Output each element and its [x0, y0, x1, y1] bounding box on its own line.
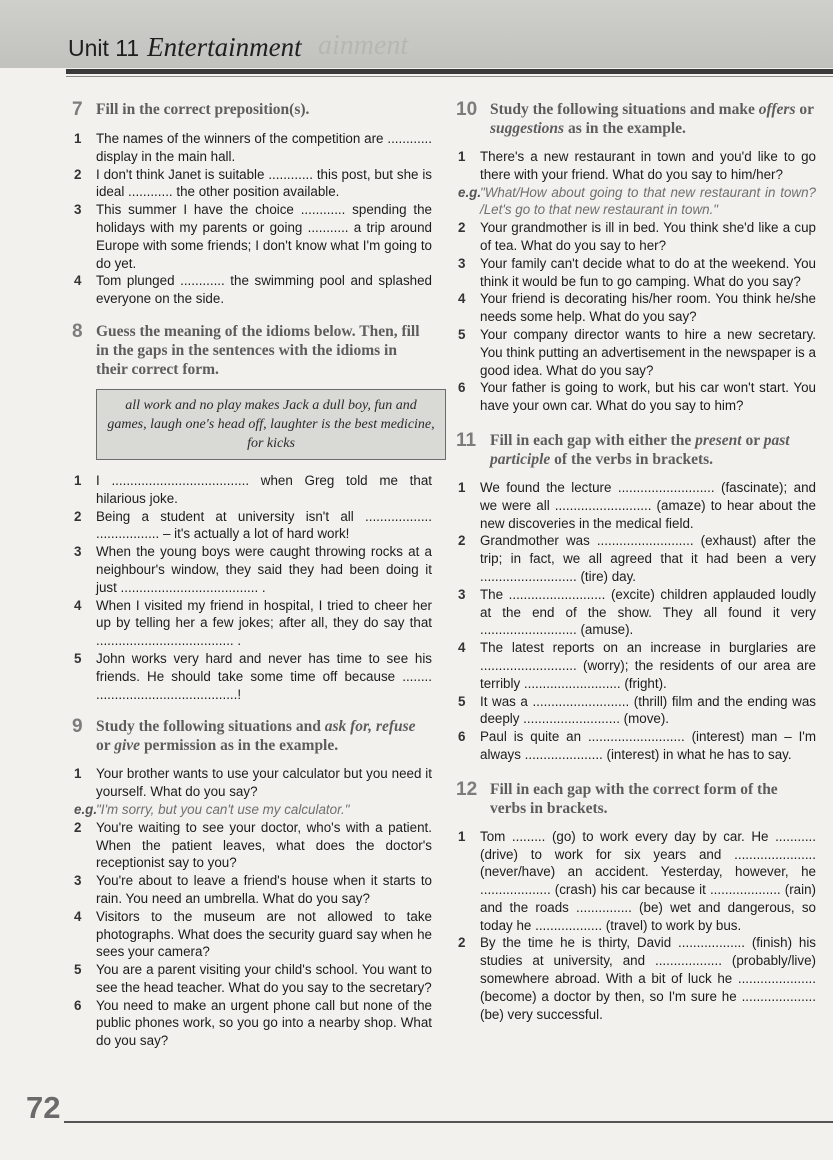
item-number: 1 [458, 828, 466, 844]
exercise-item [458, 728, 816, 764]
item-text: I ..................................... when Greg told me that hilarious joke. [96, 472, 432, 506]
exercise-9 [74, 717, 432, 1050]
right-column [458, 100, 816, 1037]
exercise-12 [458, 780, 816, 1024]
exercise-number: 10 [456, 99, 478, 120]
item-number: 3 [74, 873, 82, 889]
exercise-item [458, 148, 816, 184]
item-number: 1 [74, 766, 82, 782]
item-text: Your brother wants to use your calculator but you need it yourself. What do you say? [96, 766, 432, 800]
item-number: 5 [458, 326, 466, 342]
item-text: We found the lecture .......................... (fascinate); and we were all .......................... (amaze) to hear about the new discoveries in the medical field. [480, 479, 816, 531]
item-text: You need to make an urgent phone call but none of the public phones work, so you go into a nearby shop. What do you say? [96, 997, 432, 1049]
exercise-number: 9 [72, 716, 83, 738]
exercise-item [74, 201, 432, 272]
item-text: Tom plunged ............ the swimming pool and splashed everyone on the side. [96, 273, 432, 307]
item-text: You are a parent visiting your child's school. You want to see the head teacher. What do you say to the secretary? [96, 962, 432, 995]
example-line [74, 801, 432, 819]
exercise-10 [458, 100, 816, 415]
exercise-items [458, 479, 816, 764]
item-text: You're waiting to see your doctor, who's with a patient. When the patient leaves, what does the doctor's receptionist say to you? [96, 819, 432, 871]
title-part: Study the following situations and [96, 718, 325, 736]
exercise-items [458, 148, 816, 184]
item-text: Your father is going to work, but his car won't start. You have your own car. What do you say to him? [480, 380, 816, 414]
item-number: 3 [458, 586, 466, 602]
item-number: 3 [74, 202, 82, 218]
item-number: 1 [74, 472, 82, 488]
item-number: 5 [74, 650, 82, 666]
page-number: 72 [26, 1090, 61, 1125]
exercise-title [96, 717, 432, 755]
exercise-title [490, 100, 816, 138]
exercise-item [458, 586, 816, 639]
exercise-item [458, 693, 816, 729]
item-number: 5 [458, 693, 466, 709]
item-number: 4 [74, 597, 82, 613]
exercise-number: 8 [72, 320, 83, 342]
exercise-item [458, 290, 816, 326]
exercise-item [458, 379, 816, 415]
header-rule-thin [66, 76, 833, 77]
exercise-title: Fill in each gap with the correct form of the verbs in brackets. [490, 780, 778, 817]
item-text: The names of the winners of the competition are ............ display in the main hall. [96, 131, 432, 164]
exercise-title [490, 431, 816, 469]
exercise-heading [456, 100, 816, 138]
item-text: When I visited my friend in hospital, I tried to cheer her up by telling her a few jokes; after all, they do say that ..................................... . [96, 597, 432, 649]
item-number: 2 [74, 508, 82, 524]
title-part: as in the example. [564, 120, 686, 137]
example-marker: e.g. [458, 184, 482, 200]
unit-label: Unit 11 [68, 35, 140, 61]
item-text: The .......................... (excite) children applauded loudly at the end of the show. They all found it very .......................... (amuse). [480, 586, 816, 638]
example-marker: e.g. [74, 801, 98, 817]
exercise-item [74, 961, 432, 997]
exercise-item [74, 543, 432, 596]
exercise-items [74, 765, 432, 801]
item-number: 1 [458, 479, 466, 495]
exercise-items [74, 130, 432, 308]
item-text: This summer I have the choice ............ spending the holidays with my parents or going ........... a trip around Europe with some friends; I don't know what I'm going to do yet. [96, 202, 432, 271]
item-number: 4 [458, 640, 466, 656]
exercise-heading [72, 322, 432, 379]
title-italic: past participle [490, 431, 790, 468]
exercise-number: 7 [72, 99, 83, 120]
title-italic: suggestions [490, 120, 565, 137]
item-text: Your grandmother is ill in bed. You think she'd like a cup of tea. What do you say to her? [480, 220, 816, 253]
item-text: Visitors to the museum are not allowed to take photographs. What does the security guard say when he sees your camera? [96, 908, 432, 960]
title-part: permission as in the example. [140, 737, 339, 755]
exercise-11 [458, 431, 816, 764]
title-part: or [96, 737, 115, 755]
item-text: Paul is quite an .......................... (interest) man – I'm always ..................... (interest) in what he has to say. [480, 729, 816, 762]
header-rule [66, 69, 833, 74]
item-text: By the time he is thirty, David .................. (finish) his studies at university, and .................. (probably/live) somewhere abroad. With a bit of luck he ..................... (become) a doctor by then, so I'm sure he .................... (be) very successful. [480, 935, 816, 1022]
exercise-heading [456, 780, 816, 818]
item-number: 2 [74, 819, 82, 835]
exercise-item [74, 130, 432, 166]
item-number: 3 [74, 544, 82, 560]
title-italic: offers [758, 101, 796, 118]
title-part: or [741, 431, 764, 449]
title-italic: present [695, 431, 742, 449]
exercise-item [74, 765, 432, 801]
item-number: 5 [74, 962, 82, 978]
left-column [72, 99, 435, 1064]
item-text: You're about to leave a friend's house when it starts to rain. You need an umbrella. What do you say? [96, 873, 432, 906]
exercise-item [74, 650, 432, 703]
exercise-item [458, 532, 816, 585]
exercise-items [74, 472, 432, 703]
exercise-title: Fill in the correct preposition(s). [96, 101, 310, 118]
item-text: Tom ......... (go) to work every day by car. He ........... (drive) to work for six years and ...................... (never/have) an accident. Yesterday, however, he ................... (crash) his car because it ................... (rain) and the roads ............... (be) wet and dangerous, so today he .................. (travel) to work by bus. [480, 828, 816, 933]
item-text: Your friend is decorating his/her room. You think he/she needs some help. What do you say? [480, 291, 816, 325]
title-part: or [795, 101, 814, 118]
item-number: 4 [458, 291, 466, 307]
item-text: Being a student at university isn't all .................. ................. – it's actually a lot of hard work! [96, 508, 432, 542]
exercise-item [458, 639, 816, 692]
example-line [458, 184, 816, 220]
exercise-item [458, 219, 816, 255]
exercise-title: Guess the meaning of the idioms below. Then, fill in the gaps in the sentences with the idioms in their correct form. [96, 322, 420, 378]
item-number: 6 [458, 380, 466, 396]
exercise-item [74, 997, 432, 1050]
item-number: 2 [458, 935, 466, 951]
exercise-item [458, 828, 816, 935]
header-ghost-text: ainment [318, 30, 409, 61]
example-text: "I'm sorry, but you can't use my calculator." [96, 801, 350, 817]
title-italic: give [114, 737, 141, 755]
item-text: Your company director wants to hire a new secretary. You think putting an advertisement in the newspaper is a good idea. What do you say? [480, 326, 816, 378]
exercise-item [458, 255, 816, 291]
title-part: Study the following situations and make [490, 101, 759, 118]
exercise-items [458, 219, 816, 415]
item-text: When the young boys were caught throwing rocks at a neighbour's window, they said they had been doing it just ..................................... . [96, 544, 432, 595]
exercise-item [74, 908, 432, 961]
item-text: John works very hard and never has time to see his friends. He should take some time off because ........ ......................................! [96, 650, 432, 702]
exercise-item [458, 326, 816, 379]
example-text: "What/How about going to that new restaurant in town? /Let's go to that new restaurant in town." [480, 184, 816, 218]
item-number: 4 [74, 273, 82, 289]
item-number: 2 [458, 533, 466, 549]
item-text: There's a new restaurant in town and you'd like to go there with your friend. What do you say to him/her? [480, 149, 816, 182]
exercise-items [458, 828, 816, 1024]
idiom-box: all work and no play makes Jack a dull boy, fun and games, laugh one's head off, laughter is the best medicine, for kicks [96, 389, 446, 460]
item-number: 1 [458, 149, 466, 164]
exercise-item [74, 472, 432, 508]
item-number: 2 [74, 166, 82, 182]
exercise-item [74, 272, 432, 308]
exercise-7 [74, 100, 432, 308]
item-number: 3 [458, 255, 466, 271]
exercise-number: 11 [456, 429, 477, 451]
exercise-heading [456, 431, 816, 469]
item-number: 2 [458, 220, 466, 236]
exercise-item [458, 934, 816, 1023]
item-number: 4 [74, 908, 82, 924]
item-number: 1 [74, 131, 82, 146]
exercise-heading [72, 100, 432, 120]
item-text: The latest reports on an increase in burglaries are .......................... (worry); the residents of our area are terribly .......................... (fright). [480, 640, 816, 691]
exercise-item [74, 166, 432, 202]
title-part: Fill in each gap with either the [490, 431, 696, 449]
item-number: 6 [74, 997, 82, 1013]
footer-rule [64, 1121, 833, 1123]
title-part: of the verbs in brackets. [550, 450, 714, 468]
item-text: It was a .......................... (thrill) film and the ending was deeply .......................... (move). [480, 693, 816, 727]
exercise-item [74, 597, 432, 650]
exercise-number: 12 [456, 778, 478, 800]
exercise-item [74, 508, 432, 544]
unit-topic: Entertainment [147, 32, 302, 62]
exercise-item [458, 479, 816, 532]
item-number: 6 [458, 729, 466, 745]
item-text: I don't think Janet is suitable ............ this post, but she is ideal ............ the other position available. [96, 166, 432, 200]
item-text: Grandmother was .......................... (exhaust) after the trip; in fact, we all agreed that it had been a very .......................... (tire) day. [480, 533, 816, 584]
title-italic: ask for, refuse [324, 718, 416, 736]
exercise-8 [72, 320, 435, 703]
page-title [68, 32, 302, 63]
exercise-item [74, 819, 432, 872]
item-text: Your family can't decide what to do at the weekend. You think it would be fun to go camping. What do you say? [480, 255, 816, 289]
exercise-items [74, 819, 432, 1050]
exercise-heading [72, 717, 432, 755]
exercise-item [74, 872, 432, 908]
